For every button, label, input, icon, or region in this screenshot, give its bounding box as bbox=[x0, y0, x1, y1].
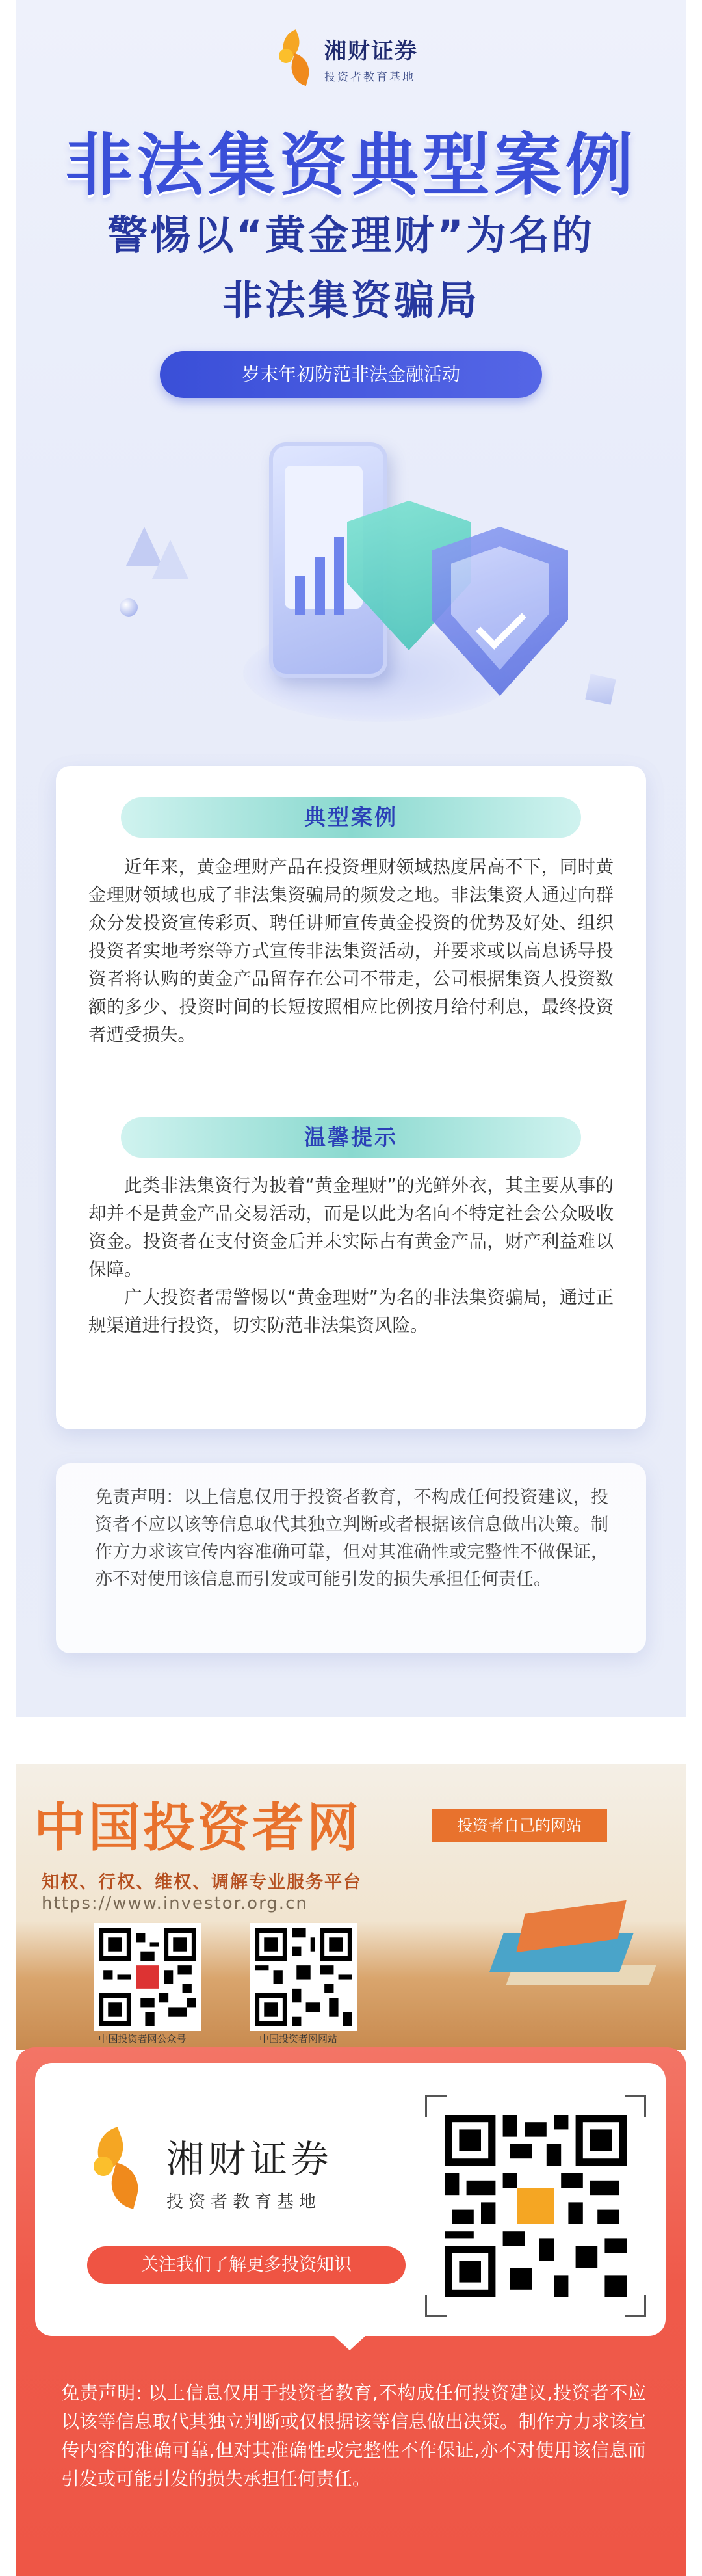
pyramid-decoration-icon bbox=[152, 540, 188, 579]
follow-brand-logo bbox=[94, 2128, 333, 2212]
disclaimer-text: 免责声明：以上信息仅用于投资者教育，不构成任何投资建议，投资者不应以该等信息取代其独立判断或者根据该信息做出决策。制作方力求该宣传内容准确可靠，但对其准确性或完整性不做保证，亦不对使用该信息而引发或可能引发的损失承担任何责任。 bbox=[95, 1487, 608, 1589]
follow-brand-name: 湘财证券 bbox=[166, 2136, 333, 2181]
follow-qr-frame bbox=[425, 2095, 646, 2317]
banner-tagline: 知权、行权、维权、调解专业服务平台 bbox=[42, 1872, 362, 1892]
books-illustration-icon bbox=[497, 1907, 646, 1998]
case-card bbox=[56, 766, 646, 1429]
disclaimer-card bbox=[56, 1463, 646, 1653]
speech-notch bbox=[334, 2336, 365, 2350]
brand-mark-icon bbox=[94, 2128, 146, 2212]
section-title-warm-tips: 温馨提示 bbox=[121, 1117, 581, 1158]
tips-paragraph-1: 此类非法集资行为披着“黄金理财”的光鲜外衣，其主要从事的却并不是黄金产品交易活动，而是以此为名向不特定社会公众吸收资金。投资者在支付资金后并未实际占有黄金产品，财产利益难以保障。 bbox=[88, 1175, 614, 1280]
qr-caption-website: 中国投资者网网站 bbox=[259, 2033, 337, 2045]
banner-slogan: 投资者自己的网站 bbox=[432, 1809, 607, 1842]
banner-url-link[interactable]: https://www.investor.org.cn bbox=[42, 1894, 308, 1913]
follow-card bbox=[35, 2063, 666, 2336]
follow-us-button[interactable]: 关注我们了解更多投资知识 bbox=[87, 2246, 406, 2284]
page-subtitle-line1: 警惕以“黄金理财”为名的 bbox=[107, 211, 595, 259]
security-illustration bbox=[81, 416, 640, 754]
tips-paragraph-2: 广大投资者需警惕以“黄金理财”为名的非法集资骗局，通过正规渠道进行投资，切实防范非法集资风险。 bbox=[88, 1287, 614, 1336]
follow-qr-code-icon bbox=[445, 2115, 627, 2297]
brand-logo bbox=[279, 26, 418, 91]
page-subtitle-line2: 非法集资骗局 bbox=[222, 276, 480, 324]
investor-site-banner[interactable] bbox=[16, 1764, 686, 2050]
brand-name: 湘财证券 bbox=[324, 38, 418, 64]
qr-caption-wechat: 中国投资者网公众号 bbox=[98, 2033, 187, 2045]
activity-badge: 岁末年初防范非法金融活动 bbox=[160, 351, 542, 398]
qr-code-website-icon bbox=[250, 1923, 358, 2031]
follow-brand-subtitle: 投资者教育基地 bbox=[166, 2192, 322, 2212]
case-description: 近年来，黄金理财产品在投资理财领域热度居高不下，同时黄金理财领域也成了非法集资骗局的频发之地。非法集资人通过向群众分发投资宣传彩页、聘任讲师宣传黄金投资的优势及好处、组织投资者实地考察等方式宣传非法集资活动，并要求或以高息诱导投资者将认购的黄金产品留存在公司不带走，公司根据集资人投资数额的多少、投资时间的长短按照相应比例按月给付利息，最终投资者遭受损失。 bbox=[88, 856, 614, 1045]
page-title: 非法集资典型案例 bbox=[64, 126, 637, 205]
brand-subtitle: 投资者教育基地 bbox=[324, 71, 415, 84]
brand-mark-icon bbox=[279, 29, 315, 88]
sphere-decoration-icon bbox=[120, 598, 138, 617]
section-title-typical-case: 典型案例 bbox=[121, 797, 581, 838]
cube-decoration-icon bbox=[585, 674, 616, 704]
qr-code-wechat-icon bbox=[94, 1923, 202, 2031]
poster-section bbox=[16, 0, 686, 1717]
follow-disclaimer-text: 免责声明: 以上信息仅用于投资者教育,不构成任何投资建议,投资者不应以该等信息取代其独立判断或仅根据该等信息做出决策。制作方力求该宣传内容的准确可靠,但对其准确性或完整性不作保证,亦不对使用该信息而引发或可能引发的损失承担任何责任。 bbox=[61, 2382, 646, 2490]
follow-section bbox=[16, 2047, 686, 2576]
banner-title: 中国投资者网 bbox=[34, 1798, 361, 1858]
